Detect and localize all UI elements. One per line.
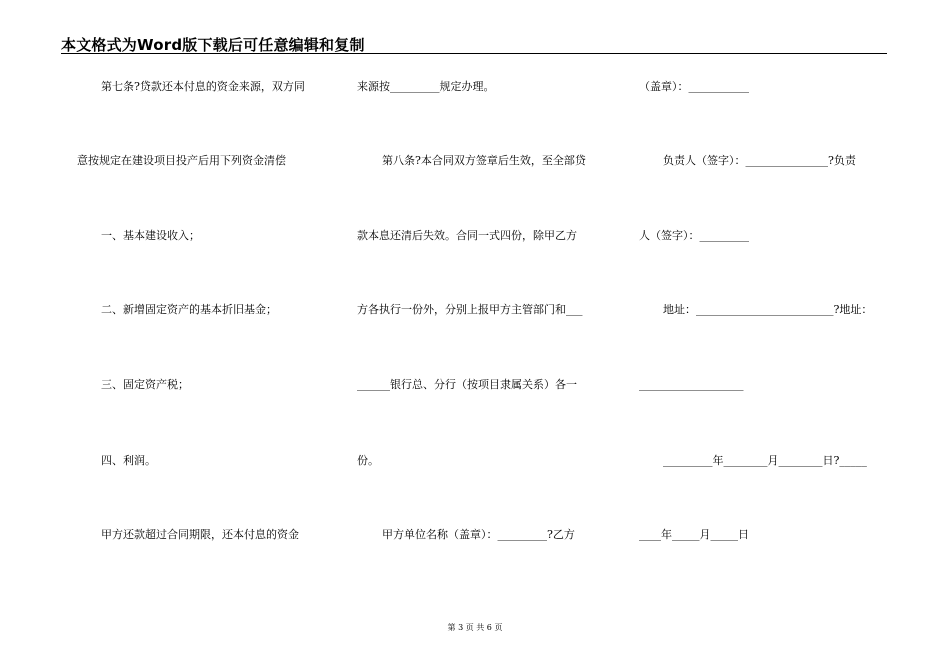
text-line: 二、新增固定资产的基本折旧基金； xyxy=(101,303,277,316)
text-line: 一、基本建设收入； xyxy=(101,229,200,242)
text-line: 款本息还清后失效。合同一式四份，除甲乙方 xyxy=(357,229,577,242)
text-line: 第七条?贷款还本付息的资金来源，双方同 xyxy=(101,80,305,93)
text-line: 方各执行一份外，分别上报甲方主管部门和___ xyxy=(357,303,583,316)
text-line: 地址：_________________________?地址： xyxy=(663,303,873,316)
text-line: ____年_____月_____日 xyxy=(639,528,749,541)
text-line: （盖章）：___________ xyxy=(639,80,749,93)
header-divider xyxy=(61,53,887,54)
text-line: 甲方单位名称（盖章）：_________?乙方 xyxy=(382,528,575,541)
text-line: 意按规定在建设项目投产后用下列资金清偿 xyxy=(77,154,286,167)
text-line: 三、固定资产税； xyxy=(101,378,189,391)
text-line: 负责人（签字）：_______________?负责 xyxy=(663,154,856,167)
text-line: 人（签字）：_________ xyxy=(639,229,749,242)
text-line: 第八条?本合同双方签章后生效，至全部贷 xyxy=(382,154,586,167)
text-line: 甲方还款超过合同期限，还本付息的资金 xyxy=(101,528,299,541)
text-line: ___________________ xyxy=(639,378,744,391)
text-line: 来源按_________规定办理。 xyxy=(357,80,495,93)
text-line: _________年________月________日?_____ xyxy=(663,454,867,467)
header-title: 本文格式为Word版下载后可任意编辑和复制 xyxy=(61,36,365,54)
text-line: 份。 xyxy=(357,454,379,467)
text-line: 四、利润。 xyxy=(101,454,156,467)
page-number: 第 3 页 共 6 页 xyxy=(447,623,503,632)
text-line: ______银行总、分行（按项目隶属关系）各一 xyxy=(357,378,577,391)
